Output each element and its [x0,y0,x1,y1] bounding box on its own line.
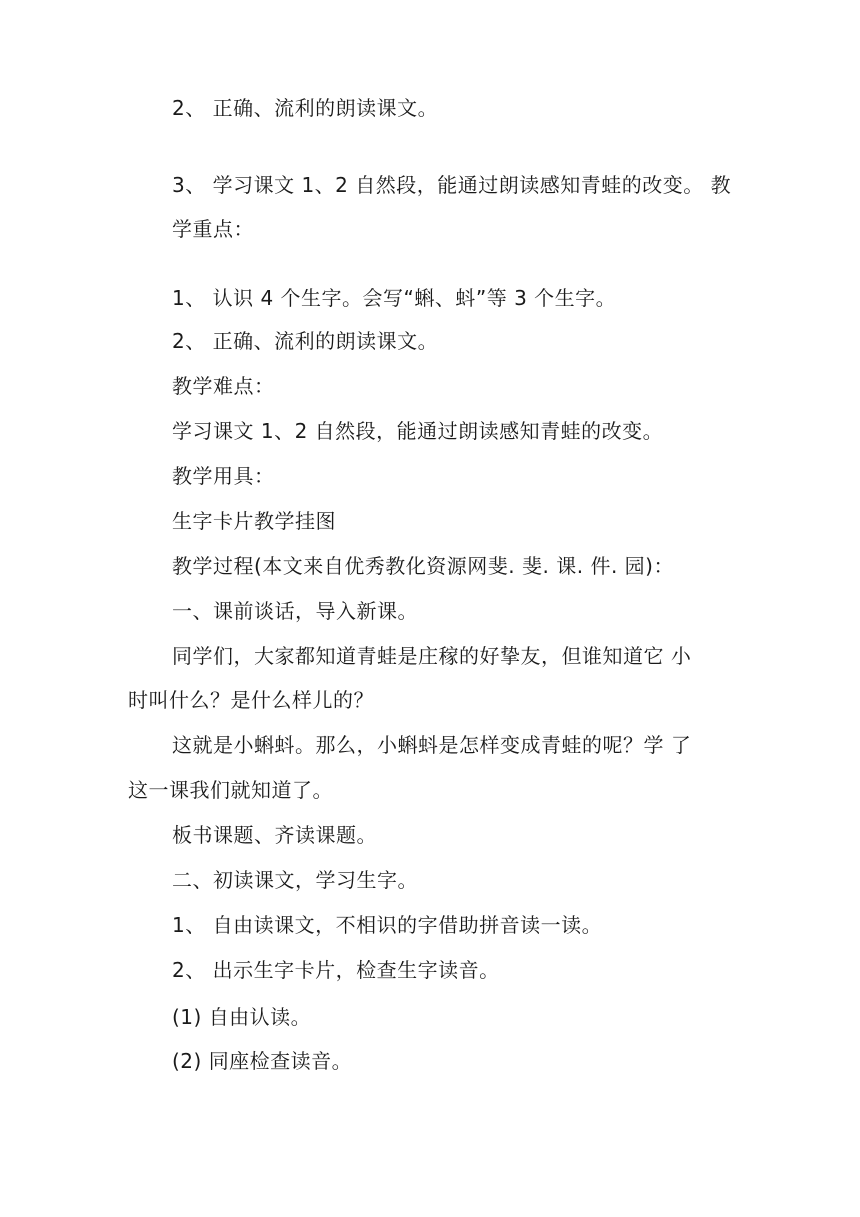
text-line: 同学们，大家都知道青蛙是庄稼的好挚友，但谁知道它 小 [172,644,692,668]
text-line: 2、 正确、流利的朗读课文。 [172,329,439,353]
text-line: 这一课我们就知道了。 [128,778,333,802]
text-line: 这就是小蝌蚪。那么，小蝌蚪是怎样变成青蛙的呢？学 了 [172,733,692,757]
text-line: 2、 出示生字卡片，检查生字读音。 [172,958,500,982]
text-line: 学重点： [172,217,254,241]
text-line: 教学难点： [172,374,275,398]
text-line: (1) 自由认读。 [172,1005,312,1029]
text-line: 学习课文 1、2 自然段，能通过朗读感知青蛙的改变。 [172,419,664,443]
text-line: (2) 同座检查读音。 [172,1049,353,1073]
text-line: 教学用具： [172,464,275,488]
text-line: 教学过程(本文来自优秀教化资源网斐. 斐. 课. 件. 园)： [172,554,674,578]
text-line: 3、 学习课文 1、2 自然段，能通过朗读感知青蛙的改变。 教 [172,173,732,197]
text-line: 生字卡片教学挂图 [172,509,336,533]
text-line: 一、课前谈话，导入新课。 [172,599,418,623]
text-line: 时叫什么？是什么样儿的？ [128,688,374,712]
text-line: 2、 正确、流利的朗读课文。 [172,96,439,120]
text-line: 板书课题、齐读课题。 [172,823,377,847]
text-line: 二、初读课文，学习生字。 [172,868,418,892]
text-line: 1、 认识 4 个生字。会写“蝌、蚪”等 3 个生字。 [172,286,617,310]
text-line: 1、 自由读课文，不相识的字借助拼音读一读。 [172,913,603,937]
